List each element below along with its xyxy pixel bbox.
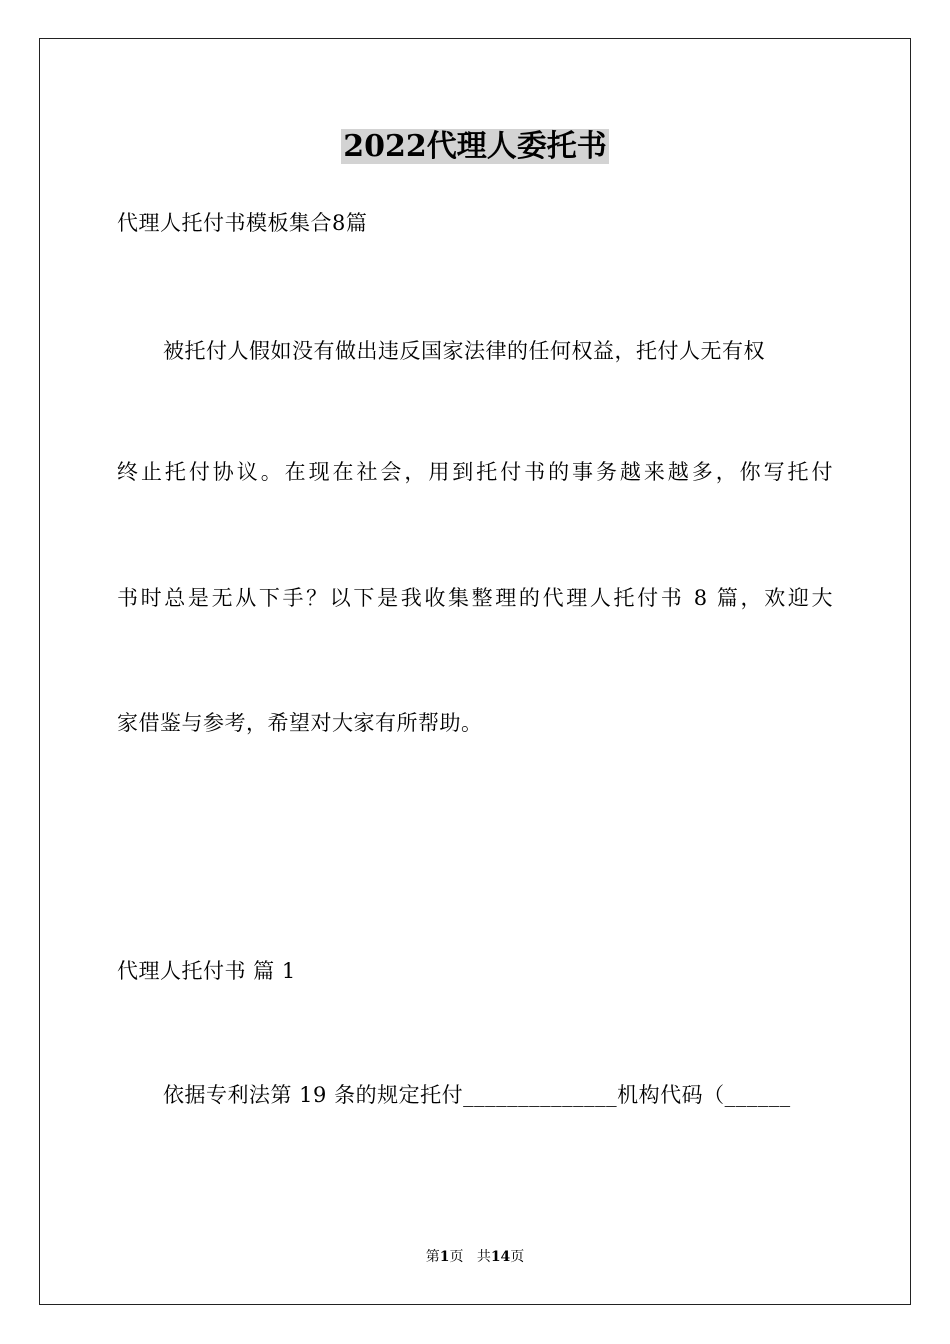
intro-line-4: 家借鉴与参考，希望对大家有所帮助。 [117,711,483,735]
body-line-1: 依据专利法第 19 条的规定托付______________机构代码（______ [163,1083,791,1107]
section-heading: 代理人托付书 篇 1 [117,959,296,983]
document-title-text: 2022代理人委托书 [343,129,607,164]
footer-page-prefix: 第 [425,1249,440,1265]
footer-total-prefix: 共 [476,1249,491,1265]
document-subtitle: 代理人托付书模板集合8篇 [117,211,368,235]
footer-page-total: 14 [490,1249,511,1265]
intro-line-3: 书时总是无从下手？以下是我收集整理的代理人托付书 8 篇，欢迎大 [117,586,833,610]
page-footer [0,1247,950,1267]
footer-page-current: 1 [439,1249,450,1265]
intro-line-1: 被托付人假如没有做出违反国家法律的任何权益，托付人无有权 [163,339,765,363]
footer-total-unit: 页 [510,1249,525,1265]
document-title [0,125,950,169]
footer-page-unit: 页 [449,1249,464,1265]
intro-line-2: 终止托付协议。在现在社会，用到托付书的事务越来越多，你写托付 [117,460,833,484]
